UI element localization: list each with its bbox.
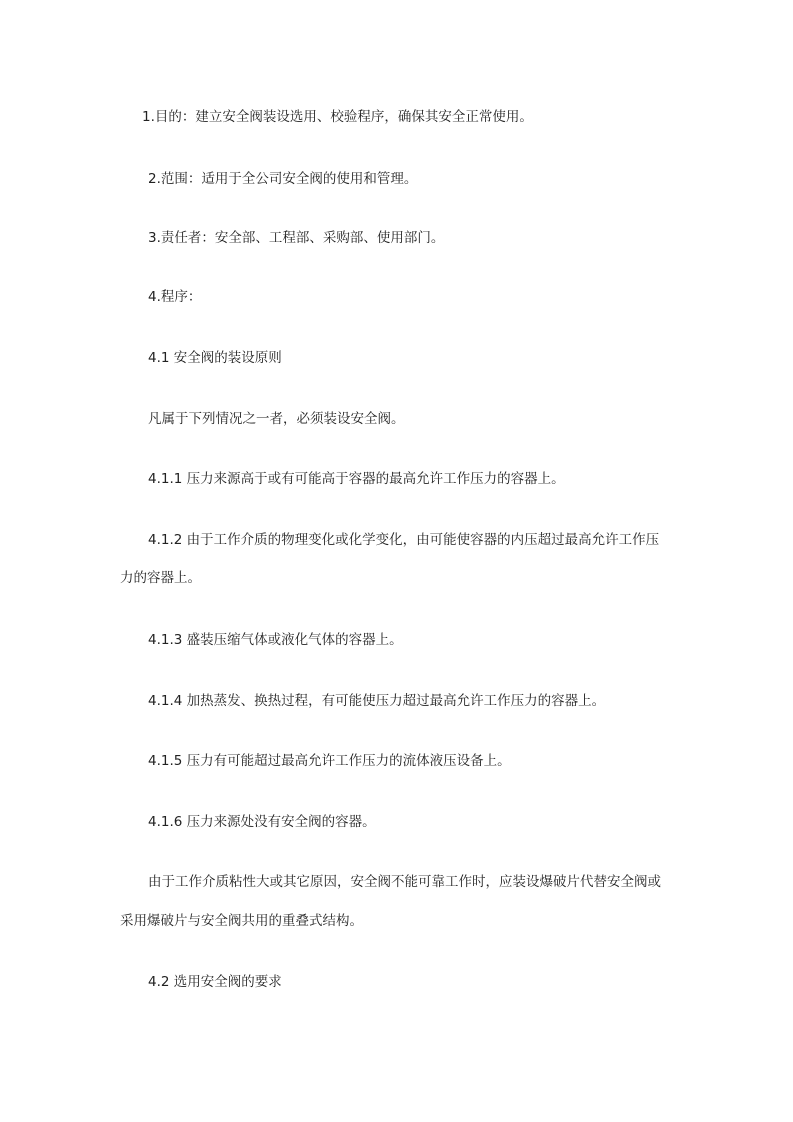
paragraph-4-1-2-line2: 力的容器上。 [120,570,201,586]
paragraph-rupture-disc-line1: 由于工作介质粘性大或其它原因，安全阀不能可靠工作时，应装设爆破片代替安全阀或 [148,874,661,890]
paragraph-4-1-1: 4.1.1 压力来源高于或有可能高于容器的最高允许工作压力的容器上。 [148,471,565,487]
paragraph-4-1-3: 4.1.3 盛装压缩气体或液化气体的容器上。 [148,632,403,648]
paragraph-4-1-2-line1: 4.1.2 由于工作介质的物理变化或化学变化，由可能使容器的内压超过最高允许工作压 [148,532,660,548]
paragraph-purpose: 1.目的：建立安全阀装设选用、校验程序，确保其安全正常使用。 [142,109,533,125]
paragraph-4-1-5: 4.1.5 压力有可能超过最高允许工作压力的流体液压设备上。 [148,753,511,769]
paragraph-4-1-6: 4.1.6 压力来源处没有安全阀的容器。 [148,814,376,830]
section-heading-4-1: 4.1 安全阀的装设原则 [148,350,282,366]
paragraph-intro-conditions: 凡属于下列情况之一者，必须装设安全阀。 [148,411,405,427]
section-heading-4-2: 4.2 选用安全阀的要求 [148,974,282,990]
paragraph-responsible: 3.责任者：安全部、工程部、采购部、使用部门。 [148,230,445,246]
paragraph-scope: 2.范围：适用于全公司安全阀的使用和管理。 [148,171,418,187]
paragraph-4-1-4: 4.1.4 加热蒸发、换热过程，有可能使压力超过最高允许工作压力的容器上。 [148,693,606,709]
paragraph-procedure-heading: 4.程序： [148,289,202,305]
paragraph-rupture-disc-line2: 采用爆破片与安全阀共用的重叠式结构。 [120,913,363,929]
